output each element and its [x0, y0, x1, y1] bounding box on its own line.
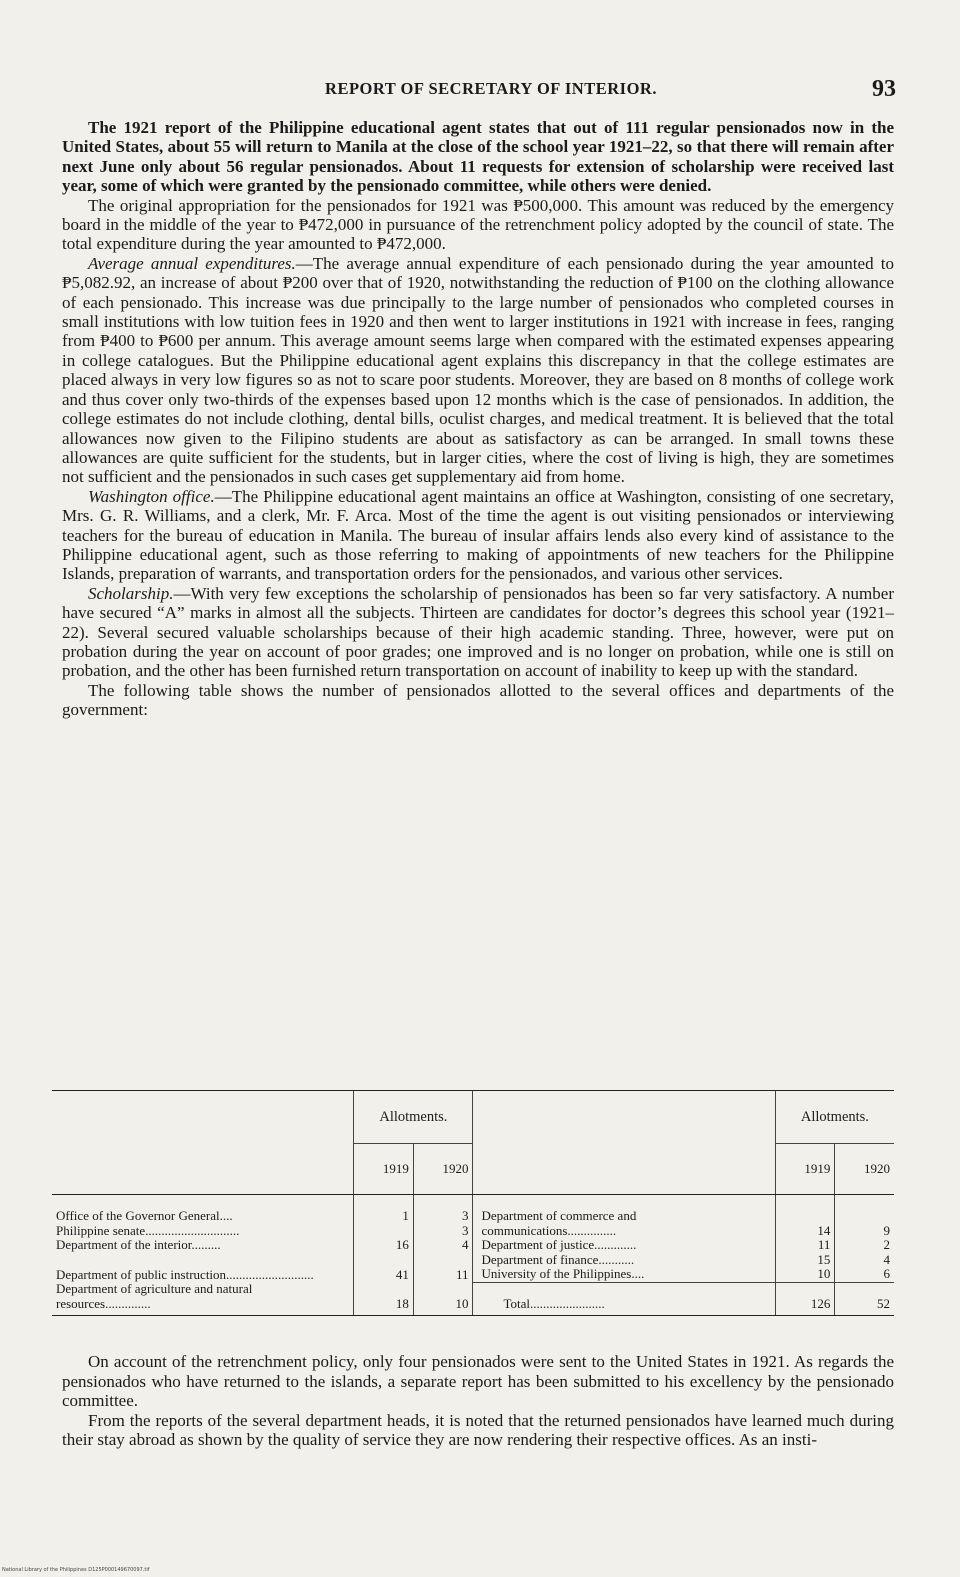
paragraph-text: —With very few exceptions the scholarship of pensionados has been so far very satisfactory. A number have secured “A” marks in almost all the subjects. Thirteen are candidates for doctor’s degrees this school year (1921–22). Several secured valuable scholarships because of their high academic standing. Three, however, were put on probation during the year on account of poor grades; one improved and is no longer on probation, while one is still on probation, and the other has been furnished return transportation on account of inability to keep up with the standard. — [62, 583, 894, 681]
table-cell-value: 41 — [354, 1253, 414, 1283]
table-cell-value — [354, 1224, 414, 1239]
table-year-header: 1920 — [413, 1144, 473, 1195]
table-cell-value: 18 — [354, 1282, 414, 1316]
table-year-header: 1919 — [354, 1144, 414, 1195]
paragraph-table-intro: The following table shows the number of pensionados allotted to the several offices and departments of the government: — [62, 680, 894, 720]
closing-text — [62, 1352, 894, 1450]
paragraph-retrenchment: On account of the retrenchment policy, only four pensionados were sent to the United States in 1921. As regards the pensionados who have returned to the islands, a separate report has been submitted to his excellency by the pensionado committee. — [62, 1352, 894, 1410]
paragraph-appropriation: The original appropriation for the pensionados for 1921 was ₱500,000. This amount was reduced by the emergency board in the middle of the year to ₱472,000 in pursuance of the retrenchment policy adopted by the council of state. The total expenditure during the year amounted to ₱472,000. — [62, 195, 894, 254]
table-cell-value: 10 — [817, 1266, 831, 1281]
paragraph-department-reports: From the reports of the several department heads, it is noted that the returned pensionados have learned much during their stay abroad as shown by the quality of service they are now rendering their respective offices. As an insti- — [62, 1410, 894, 1449]
table-cell-value: 11 — [413, 1253, 473, 1283]
table-year-header: 1919 — [775, 1144, 835, 1195]
table-cell-value: 15 — [817, 1251, 831, 1267]
table-cell-value: 3 — [413, 1195, 473, 1224]
paragraph-text: —The average annual expenditure of each pensionado during the year amounted to ₱5,082.92, an increase of about ₱200 over that of 1920, notwithstanding the reduction of ₱100 on the clothing allowance of each pensionado. This increase was due principally to the large number of pensionados who completed courses in small institutions with low tuition fees in 1920 and then went to larger institutions in 1921 with increase in fees, ranging from ₱400 to ₱600 per annum. This average amount seems large when compared with the estimated expenses appearing in college catalogues. But the Philippine educational agent explains this discrepancy in that the college estimates are placed always in very low figures so as not to scare poor students. Moreover, they are based on 8 months of college work and thus cover only two-thirds of the expenses based upon 12 months which is the case of pensionados. In addition, the college estimates do not include clothing, dental bills, oculist charges, and medical treatment. It is believed that the total allowances now given to the Filipino students are about as satisfactory as can be arranged. In small towns these allowances are quite sufficient for the students, but in larger cities, where the cost of living is high, they are sometimes not sufficient and the pensionados in such cases get supplementary aid from home. — [62, 253, 894, 487]
paragraph-washington-office — [62, 487, 894, 584]
page-header — [80, 76, 902, 106]
table-cell-value: 10 — [413, 1282, 473, 1316]
table-row — [52, 1195, 894, 1224]
subheading-scholarship: Scholarship. — [88, 583, 174, 603]
scan-imprint: National Library of the Philippines D125P000149670097.tif — [2, 1567, 150, 1573]
paragraph-educational-agent-report: The 1921 report of the Philippine educational agent states that out of 111 regular pensionados now in the United States, about 55 will return to Manila at the close of the school year 1921–22, so that there will remain after next June only about 56 regular pensionados. About 11 requests for extension of scholarship were received last year, some of which were granted by the pensionado committee, while others were denied. — [62, 118, 894, 196]
table-group-header-left: Allotments. — [354, 1091, 473, 1144]
table-group-header-right: Allotments. — [775, 1091, 894, 1144]
table-cell-label: University of the Philippines.... — [481, 1266, 645, 1281]
running-head: REPORT OF SECRETARY OF INTERIOR. — [325, 79, 657, 98]
paragraph-scholarship — [62, 584, 894, 681]
table-cell-value: 14 — [775, 1195, 835, 1239]
table-cell-value: 16 — [354, 1238, 414, 1253]
table-cell-label: Department of justice............. — [473, 1238, 775, 1253]
table-cell-value: 6 — [883, 1266, 890, 1281]
table-cell-value: 4 — [413, 1238, 473, 1253]
allotments-table-wrap — [52, 1090, 894, 1316]
table-total-label: Total....................... — [473, 1282, 775, 1316]
page-number: 93 — [872, 76, 896, 102]
table-cell-label: Department of commerce and communications............... — [473, 1195, 775, 1239]
table-row — [52, 1253, 894, 1283]
table-cell-value: 9 — [835, 1195, 894, 1239]
table-cell-label: Department of the interior......... — [56, 1237, 221, 1252]
table-total-value: 126 — [775, 1282, 835, 1316]
table-year-header: 1920 — [835, 1144, 894, 1195]
table-cell-label: Philippine senate............................. — [56, 1222, 240, 1238]
table-cell-label: Department of finance........... — [481, 1251, 635, 1267]
table-cell-label: Department of public instruction........................... — [56, 1266, 314, 1282]
table-cell-value: 2 — [835, 1238, 894, 1253]
paragraph-average-expenditures — [62, 254, 894, 487]
subheading-average-expenditures: Average annual expenditures. — [88, 253, 296, 273]
paragraph-text: —The Philippine educational agent maintains an office at Washington, consisting of one secretary, Mrs. G. R. Williams, and a clerk, Mr. F. Arca. Most of the time the agent is out visiting pensionados or interviewing teachers for the bureau of education in Manila. The bureau of insular affairs lends also every kind of assistance to the Philippine educational agent, such as those referring to making of appointments of new teachers for the Philippine Islands, preparation of warrants, and transportation orders for the pensionados, and various other services. — [62, 486, 894, 584]
subheading-washington-office: Washington office. — [88, 486, 215, 506]
table-cell-value: 3 — [413, 1224, 473, 1239]
body-text — [62, 118, 894, 720]
allotments-table — [52, 1090, 894, 1316]
table-cell-label: Department of agriculture and natural resources.............. — [52, 1282, 354, 1316]
table-total-value: 52 — [835, 1282, 894, 1316]
table-row — [52, 1282, 894, 1316]
table-row — [52, 1238, 894, 1253]
table-cell-label: Office of the Governor General.... — [56, 1208, 233, 1223]
table-cell-value: 11 — [775, 1238, 835, 1253]
table-cell-value: 1 — [354, 1195, 414, 1224]
table-cell-value: 4 — [883, 1251, 890, 1267]
